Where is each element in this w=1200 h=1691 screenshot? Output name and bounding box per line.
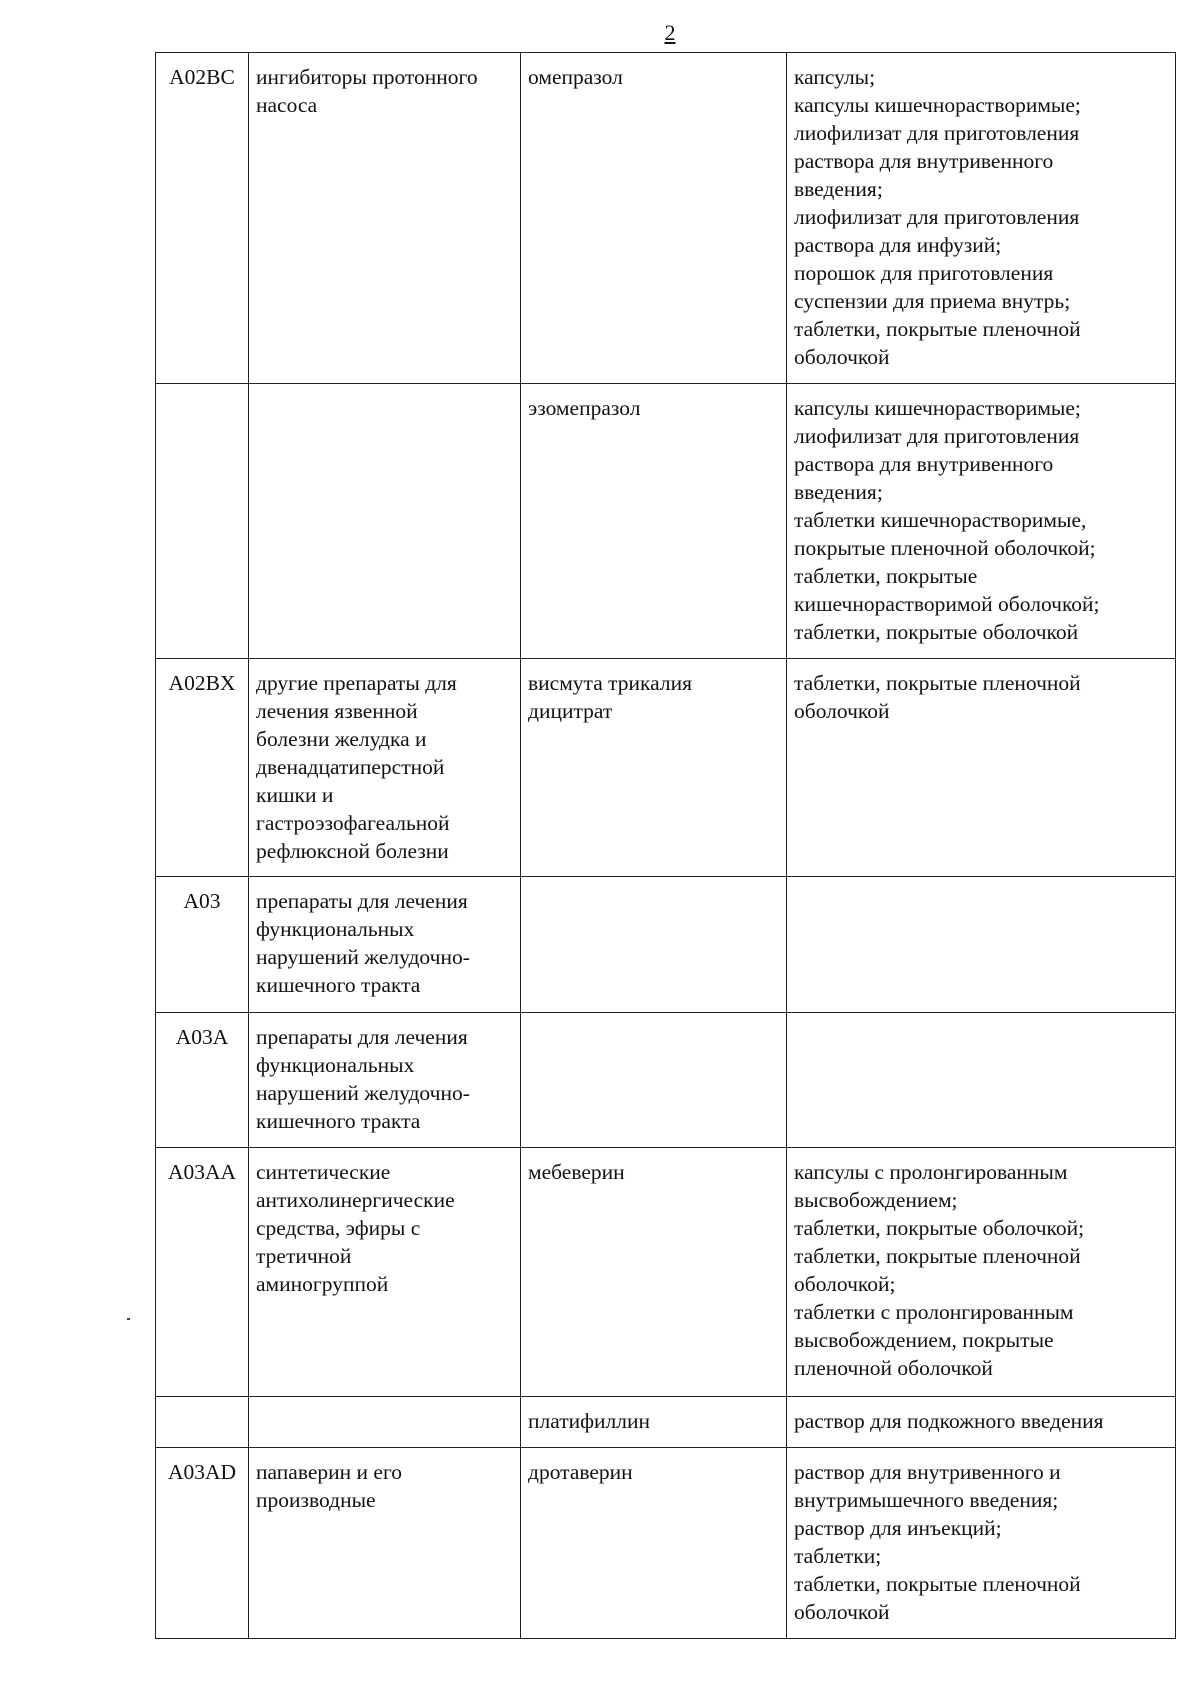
- pharmacological-group-line: двенадцатиперстной: [256, 755, 445, 779]
- dosage-forms-line: раствор для инъекций;: [794, 1516, 1002, 1540]
- pharmacological-group-line: нарушений желудочно-: [256, 945, 470, 969]
- dosage-forms-line: капсулы;: [794, 65, 876, 89]
- drug-name-cell: [521, 1148, 787, 1397]
- dosage-forms-line: таблетки с пролонгированным: [794, 1300, 1074, 1324]
- dosage-forms-line: капсулы кишечнорастворимые;: [794, 396, 1081, 420]
- page-number: 2: [664, 20, 676, 45]
- table-row: [156, 1013, 1176, 1148]
- dosage-forms-cell: [787, 877, 1176, 1013]
- dosage-forms-cell: [787, 1013, 1176, 1148]
- pharmacological-group-line: производные: [256, 1488, 376, 1512]
- dosage-forms-line: таблетки, покрытые пленочной: [794, 317, 1081, 341]
- table-row: [156, 659, 1176, 877]
- dosage-forms-cell: [787, 659, 1176, 877]
- dosage-forms-cell: [787, 53, 1176, 384]
- dosage-forms-line: введения;: [794, 177, 883, 201]
- dosage-forms-line: покрытые пленочной оболочкой;: [794, 536, 1096, 560]
- pharmacological-group-line: аминогруппой: [256, 1272, 389, 1296]
- dosage-forms-line: суспензии для приема внутрь;: [794, 289, 1071, 313]
- atc-code-text: A02BC: [169, 65, 235, 89]
- pharmacological-group-line: кишки и: [256, 783, 334, 807]
- atc-code-cell: [156, 53, 249, 384]
- pharmacological-group-cell: [249, 1448, 521, 1639]
- dosage-forms-line: оболочкой: [794, 1600, 890, 1624]
- dosage-forms-line: капсулы с пролонгированным: [794, 1160, 1068, 1184]
- dosage-forms-line: раствора для внутривенного: [794, 149, 1054, 173]
- table-row: [156, 53, 1176, 384]
- dosage-forms-line: капсулы кишечнорастворимые;: [794, 93, 1081, 117]
- table-row: [156, 384, 1176, 659]
- drug-table: [155, 52, 1176, 1639]
- table-row: [156, 1448, 1176, 1639]
- pharmacological-group-line: функциональных: [256, 917, 415, 941]
- drug-name-line: висмута трикалия: [528, 671, 693, 695]
- pharmacological-group-line: средства, эфиры с: [256, 1216, 421, 1240]
- dosage-forms-line: таблетки, покрытые пленочной: [794, 1244, 1081, 1268]
- dosage-forms-line: таблетки;: [794, 1544, 882, 1568]
- atc-code-text: A03AD: [167, 1460, 237, 1484]
- dosage-forms-line: таблетки кишечнорастворимые,: [794, 508, 1087, 532]
- dosage-forms-line: лиофилизат для приготовления: [794, 121, 1080, 145]
- pharmacological-group-cell: [249, 1148, 521, 1397]
- table-row: [156, 1148, 1176, 1397]
- atc-code-cell: [156, 1397, 249, 1448]
- table-row: [156, 877, 1176, 1013]
- pharmacological-group-line: лечения язвенной: [256, 699, 418, 723]
- drug-name-cell: [521, 1013, 787, 1148]
- dosage-forms-line: раствора для инфузий;: [794, 233, 1002, 257]
- pharmacological-group-line: болезни желудка и: [256, 727, 427, 751]
- dosage-forms-line: пленочной оболочкой: [794, 1356, 993, 1380]
- atc-code-cell: [156, 1148, 249, 1397]
- pharmacological-group-line: другие препараты для: [256, 671, 457, 695]
- drug-name-cell: [521, 877, 787, 1013]
- dosage-forms-line: таблетки, покрытые оболочкой;: [794, 1216, 1085, 1240]
- pharmacological-group-cell: [249, 384, 521, 659]
- drug-name-line: платифиллин: [528, 1409, 651, 1433]
- dosage-forms-line: внутримышечного введения;: [794, 1488, 1059, 1512]
- dosage-forms-line: таблетки, покрытые: [794, 564, 978, 588]
- pharmacological-group-cell: [249, 1013, 521, 1148]
- atc-code-text: A03: [183, 889, 221, 913]
- pharmacological-group-cell: [249, 53, 521, 384]
- drug-name-line: мебеверин: [528, 1160, 625, 1184]
- pharmacological-group-line: препараты для лечения: [256, 1025, 468, 1049]
- pharmacological-group-line: рефлюксной болезни: [256, 839, 449, 863]
- drug-name-cell: [521, 1448, 787, 1639]
- dosage-forms-cell: [787, 1397, 1176, 1448]
- pharmacological-group-line: насоса: [256, 93, 318, 117]
- pharmacological-group-cell: [249, 659, 521, 877]
- pharmacological-group-line: антихолинергические: [256, 1188, 455, 1212]
- pharmacological-group-line: кишечного тракта: [256, 1109, 421, 1133]
- dosage-forms-line: раствора для внутривенного: [794, 452, 1054, 476]
- dosage-forms-line: раствор для подкожного введения: [794, 1409, 1104, 1433]
- drug-table-body: [156, 53, 1176, 1639]
- drug-name-cell: [521, 1397, 787, 1448]
- dosage-forms-line: лиофилизат для приготовления: [794, 205, 1080, 229]
- dosage-forms-cell: [787, 384, 1176, 659]
- pharmacological-group-cell: [249, 1397, 521, 1448]
- dosage-forms-line: порошок для приготовления: [794, 261, 1054, 285]
- dosage-forms-cell: [787, 1448, 1176, 1639]
- atc-code-text: A03A: [175, 1025, 229, 1049]
- pharmacological-group-line: папаверин и его: [256, 1460, 402, 1484]
- drug-table-container: [155, 52, 1175, 1639]
- pharmacological-group-line: нарушений желудочно-: [256, 1081, 470, 1105]
- margin-mark: [127, 1318, 130, 1320]
- atc-code-text: A03AA: [167, 1160, 237, 1184]
- table-row: [156, 1397, 1176, 1448]
- pharmacological-group-line: синтетические: [256, 1160, 391, 1184]
- drug-name-line: дицитрат: [528, 699, 613, 723]
- dosage-forms-line: таблетки, покрытые пленочной: [794, 671, 1081, 695]
- dosage-forms-line: таблетки, покрытые пленочной: [794, 1572, 1081, 1596]
- dosage-forms-line: введения;: [794, 480, 883, 504]
- atc-code-cell: [156, 659, 249, 877]
- pharmacological-group-cell: [249, 877, 521, 1013]
- drug-name-cell: [521, 53, 787, 384]
- dosage-forms-line: высвобождением, покрытые: [794, 1328, 1054, 1352]
- atc-code-cell: [156, 384, 249, 659]
- pharmacological-group-line: препараты для лечения: [256, 889, 468, 913]
- dosage-forms-line: оболочкой;: [794, 1272, 896, 1296]
- drug-name-line: эзомепразол: [528, 396, 641, 420]
- dosage-forms-line: таблетки, покрытые оболочкой: [794, 620, 1079, 644]
- pharmacological-group-line: кишечного тракта: [256, 973, 421, 997]
- atc-code-cell: [156, 1013, 249, 1148]
- drug-name-cell: [521, 659, 787, 877]
- dosage-forms-line: кишечнорастворимой оболочкой;: [794, 592, 1100, 616]
- dosage-forms-line: оболочкой: [794, 699, 890, 723]
- atc-code-text: A02BX: [168, 671, 236, 695]
- drug-name-line: омепразол: [528, 65, 623, 89]
- drug-name-cell: [521, 384, 787, 659]
- dosage-forms-line: раствор для внутривенного и: [794, 1460, 1061, 1484]
- dosage-forms-line: высвобождением;: [794, 1188, 958, 1212]
- pharmacological-group-line: функциональных: [256, 1053, 415, 1077]
- atc-code-cell: [156, 1448, 249, 1639]
- pharmacological-group-line: ингибиторы протонного: [256, 65, 478, 89]
- pharmacological-group-line: третичной: [256, 1244, 352, 1268]
- dosage-forms-cell: [787, 1148, 1176, 1397]
- atc-code-cell: [156, 877, 249, 1013]
- pharmacological-group-line: гастроэзофагеальной: [256, 811, 450, 835]
- drug-name-line: дротаверин: [528, 1460, 633, 1484]
- dosage-forms-line: лиофилизат для приготовления: [794, 424, 1080, 448]
- dosage-forms-line: оболочкой: [794, 345, 890, 369]
